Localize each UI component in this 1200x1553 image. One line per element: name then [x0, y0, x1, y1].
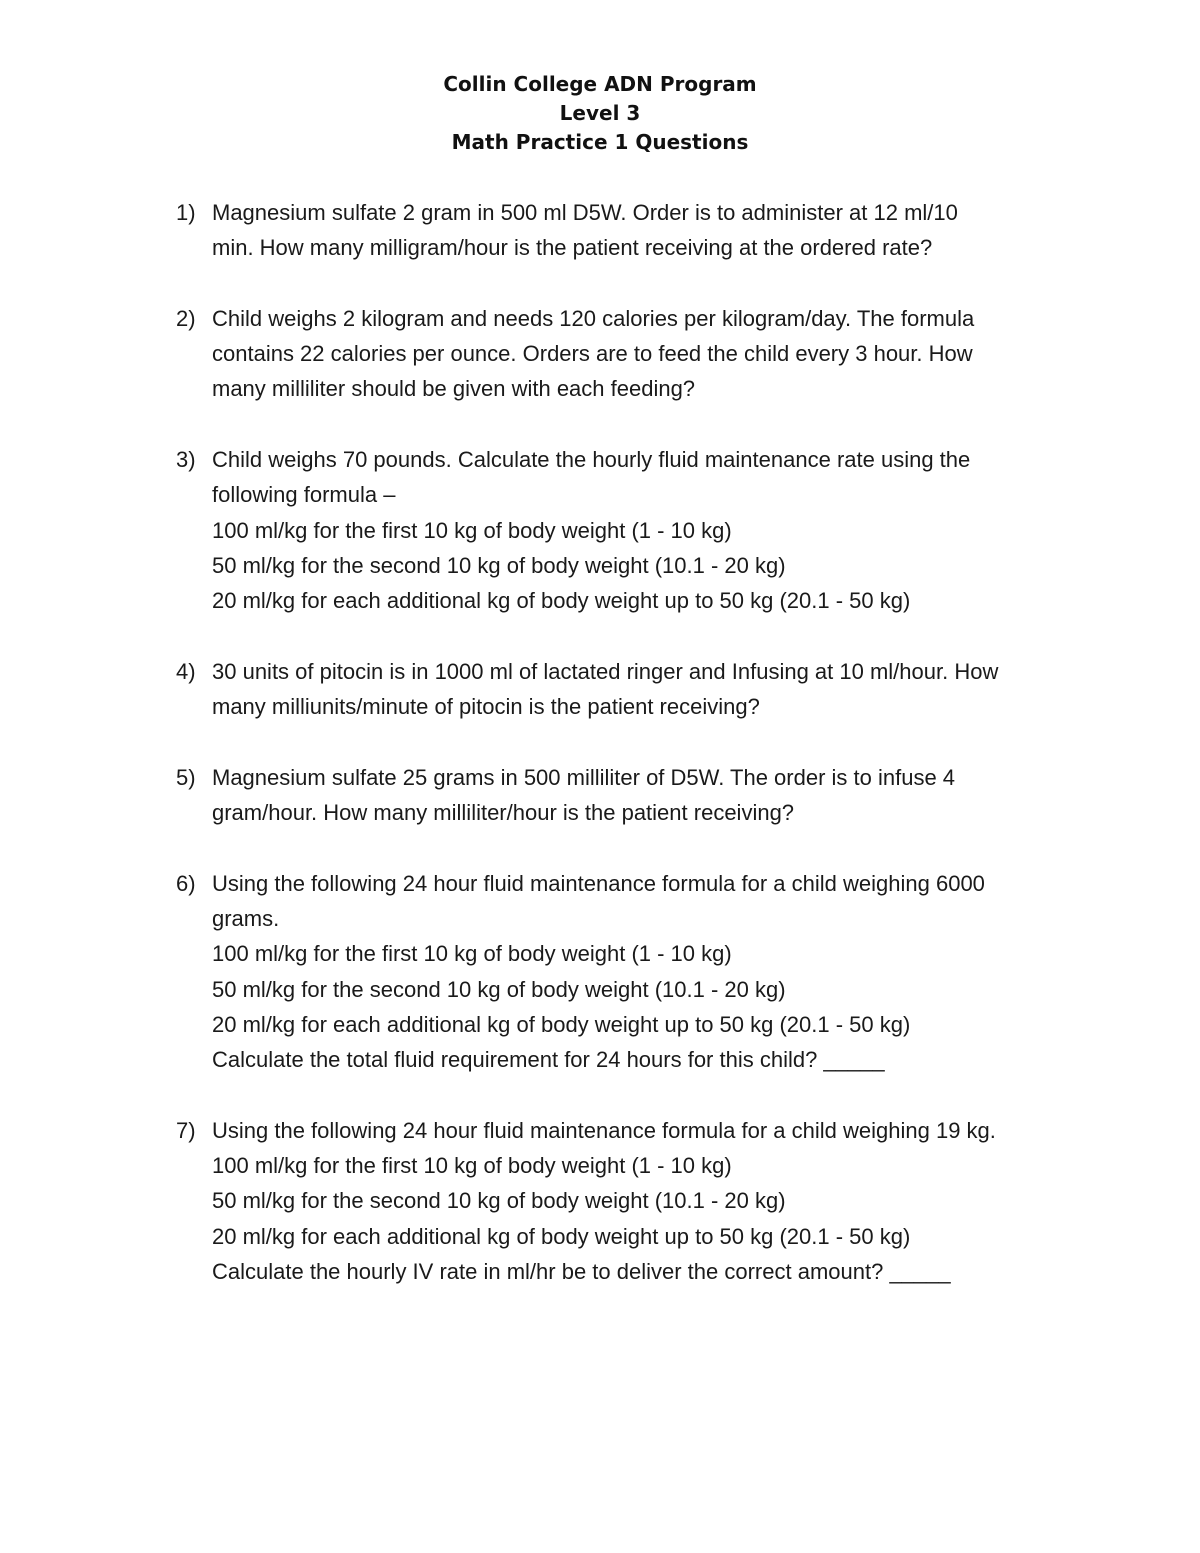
question-list — [0, 195, 1200, 1325]
question-text-line: 20 ml/kg for each additional kg of body weight up to 50 kg (20.1 - 50 kg) — [212, 1011, 911, 1037]
question-text-line: Calculate the total fluid requirement for 24 hours for this child? _____ — [212, 1047, 885, 1073]
question-text-line: 100 ml/kg for the first 10 kg of body weight (1 - 10 kg) — [212, 941, 732, 967]
question-text-line: 50 ml/kg for the second 10 kg of body weight (10.1 - 20 kg) — [212, 976, 786, 1002]
document-header — [0, 70, 1200, 157]
header-title: Math Practice 1 Questions — [451, 130, 749, 154]
question-text-line: Using the following 24 hour fluid maintenance formula for a child weighing 19 kg. — [212, 1117, 996, 1143]
question-text-line: 20 ml/kg for each additional kg of body weight up to 50 kg (20.1 - 50 kg) — [212, 588, 911, 614]
question-text-line: 100 ml/kg for the first 10 kg of body weight (1 - 10 kg) — [212, 517, 732, 543]
question-number: 1) — [176, 200, 196, 225]
question-number: 5) — [176, 764, 196, 790]
question-text-line: 50 ml/kg for the second 10 kg of body weight (10.1 - 20 kg) — [212, 1188, 786, 1214]
question-number: 4) — [176, 658, 196, 684]
question-item — [0, 1113, 1200, 1289]
question-number: 7) — [176, 1117, 196, 1143]
header-program: Collin College ADN Program — [443, 72, 757, 96]
question-text-line: Child weighs 2 kilogram and needs 120 calories per kilogram/day. The formula — [212, 305, 975, 331]
question-item — [0, 301, 1200, 407]
header-level: Level 3 — [559, 101, 641, 125]
question-text-line: Calculate the hourly IV rate in ml/hr be to deliver the correct amount? _____ — [212, 1258, 951, 1284]
question-text-line: many milliliter should be given with each feeding? — [212, 376, 696, 402]
question-text-line: min. How many milligram/hour is the patient receiving at the ordered rate? — [212, 235, 933, 261]
question-text-line: following formula – — [212, 482, 396, 508]
question-text-line: Magnesium sulfate 2 gram in 500 ml D5W. Order is to administer at 12 ml/10 — [212, 200, 958, 225]
question-number: 3) — [176, 447, 196, 473]
question-text-line: Using the following 24 hour fluid maintenance formula for a child weighing 6000 — [212, 870, 985, 896]
question-number: 2) — [176, 305, 196, 331]
question-text-line: grams. — [212, 905, 280, 931]
question-text-line: many milliunits/minute of pitocin is the patient receiving? — [212, 694, 760, 720]
question-text-line: 50 ml/kg for the second 10 kg of body weight (10.1 - 20 kg) — [212, 552, 786, 578]
question-item — [0, 654, 1200, 725]
question-item — [0, 866, 1200, 1078]
question-item — [0, 442, 1200, 618]
question-text-line: 30 units of pitocin is in 1000 ml of lactated ringer and Infusing at 10 ml/hour. How — [212, 658, 999, 684]
question-text-line: Magnesium sulfate 25 grams in 500 milliliter of D5W. The order is to infuse 4 — [212, 764, 956, 790]
question-text-line: contains 22 calories per ounce. Orders are to feed the child every 3 hour. How — [212, 341, 973, 367]
question-item — [0, 195, 1200, 266]
question-text-line: gram/hour. How many milliliter/hour is the patient receiving? — [212, 800, 795, 826]
question-text-line: 20 ml/kg for each additional kg of body weight up to 50 kg (20.1 - 50 kg) — [212, 1223, 911, 1249]
question-item — [0, 760, 1200, 831]
question-text-line: 100 ml/kg for the first 10 kg of body weight (1 - 10 kg) — [212, 1153, 732, 1179]
question-number: 6) — [176, 870, 196, 896]
question-text-line: Child weighs 70 pounds. Calculate the hourly fluid maintenance rate using the — [212, 447, 971, 473]
